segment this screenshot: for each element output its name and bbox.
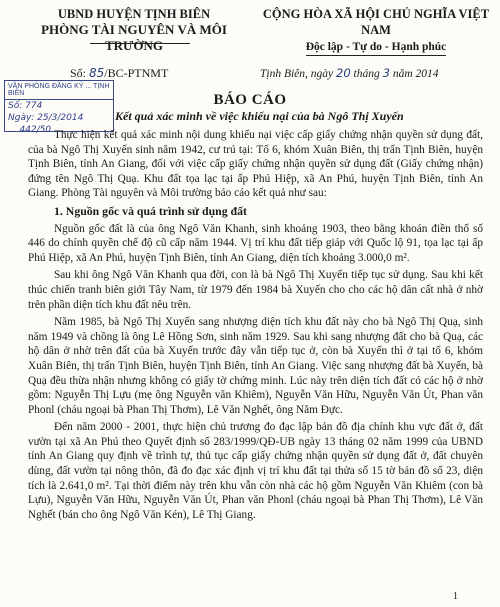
page-number: 1 <box>453 591 458 602</box>
date-prefix: Tịnh Biên, ngày <box>260 68 337 80</box>
document-number <box>70 66 168 81</box>
section-heading: 1. Nguồn gốc và quá trình sử dụng đất <box>54 203 247 218</box>
paragraph-transfer-1985: Năm 1985, bà Ngô Thị Xuyến sang nhượng diện tích khu đất này cho bà Ngô Thị Quạ, sinh năm 1949 và chồng là ông Lê Hồng Sơn, sinh năm 1929. Sau khi sang nhượng đất cho bà Quạ, các hộ dân ở nhờ trên đất của bà Xuyến trước đây vẫn tiếp tục ở, còn bà Xuyến thì ở tại tổ 6, khóm Xuân Biên, thị trấn Tịnh Biên, huyện Tịnh Biên, tỉnh An Giang. Việc sang nhượng đất bà Xuyến, bà Quạ đều thừa nhận nhưng không có giấy tờ chứng minh. Lúc này trên diện tích đất có các hộ ở nhờ gồm: Nguyễn Thị Lựu (mẹ ông Nguyễn văn Khiêm), Nguyễn Văn Hữu, Nguyễn Văn Út, Phan văn Phonl (cháu ngoại bà Phan Thị Thơm), Lê Văn Nghết, ông Năm Đực. <box>28 316 483 416</box>
stamp-number: Số: 774 <box>8 101 43 111</box>
date-suffix: năm 2014 <box>389 68 439 80</box>
report-body <box>28 128 483 525</box>
stamp-title: VĂN PHÒNG ĐĂNG KÝ ... TỊNH BIÊN <box>5 81 113 100</box>
date-line <box>260 66 439 80</box>
paragraph-inheritance: Sau khi ông Ngô Văn Khanh qua đời, con là bà Ngô Thị Xuyến tiếp tục sử dụng. Sau khi kết thúc chiến tranh biên giới Tây Nam, từ 1979 đến 1984 bà Xuyến cho cho các hộ dân cất nhà ở nhờ trên phần diện tích khu đất nêu trên. <box>28 269 483 311</box>
stamp-date: Ngày: 25/3/2014 <box>8 113 84 123</box>
paragraph-land-origin: Nguồn gốc đất là của ông Ngô Văn Khanh, sinh khoảng 1903, theo bằng khoán điền thổ số 446 do chính quyền chế độ cũ cấp năm 1944. Vị trí khu đất tiếp giáp với Quốc lộ 91, tọa lạc tại ấp Phú Hiệp, xã An Phú, huyện Tịnh Biên, tỉnh An Giang, diện tích khoảng 3.000,0 m². <box>28 222 483 264</box>
doc-number-handwritten: 85 <box>89 66 105 80</box>
agency-name: PHÒNG TÀI NGUYÊN VÀ MÔI TRƯỜNG <box>41 22 227 53</box>
doc-number-suffix: /BC-PTNMT <box>104 66 169 80</box>
national-motto-header <box>254 6 498 56</box>
stamp-transfer: ... 442/50 <box>8 125 52 135</box>
report-title: BÁO CÁO <box>213 92 287 108</box>
date-mid: tháng <box>350 68 383 80</box>
paragraph-survey-2000: Đến năm 2000 - 2001, thực hiện chủ trương đo đạc lập bản đồ địa chính khu vực đất ở, đất vườn tại xã An Phú theo Quyết định số 283/1999/QĐ-UB ngày 13 tháng 02 năm 1999 của UBND tỉnh An Giang quy định về trình tự, thủ tục cấp giấy chứng nhận quyền sử dụng đất ở, đất chuyên dùng, đất vườn tại nông thôn, đã đo đạc xác định vị trí khu đất tại thửa số 15 tờ bản đồ số 23, diện tích là 2.641,0 m². Tại thời điểm này trên khu vẫn còn nhà các hộ gồm Nguyễn Văn Khiêm (con bà Lựu), Nguyễn Văn Hữu, Nguyễn Văn Út, Phan văn Phonl (cháu ngoại bà Phan Thị Thơm), Lê Văn Nghết (bán cho ông Ngô Văn Kén), Lê Thị Giang. <box>28 421 483 521</box>
intro-paragraph: Thực hiện kết quả xác minh nội dung khiếu nại việc cấp giấy chứng nhận quyền sử dụng đất, của bà Ngô Thị Xuyến sinh năm 1942, cư trú tại: Tổ 6, khóm Xuân Biên, thị trấn Tịnh Biên, huyện Tịnh Biên, tỉnh An Giang, đối với việc cấp giấy chứng nhận quyền sử dụng đất (Giấy chứng nhận) đứng tên Ngô Thị Quạ. Khu đất tọa lạc tại ấp Phú Hiệp, xã An Phú, huyện Tịnh Biên, tỉnh An Giang. Phòng Tài nguyên và Môi trường báo cáo kết quả như sau: <box>28 129 483 200</box>
date-month: 3 <box>382 66 390 80</box>
motto: Độc lập - Tự do - Hạnh phúc <box>306 39 447 56</box>
header-divider <box>90 43 190 44</box>
issuing-agency-header <box>14 6 254 54</box>
doc-number-prefix: Số: <box>70 66 90 80</box>
nation-name: CỘNG HÒA XÃ HỘI CHỦ NGHĨA VIỆT NAM <box>262 7 490 37</box>
date-day: 20 <box>336 66 351 80</box>
agency-parent: UBND HUYỆN TỊNH BIÊN <box>57 7 211 21</box>
report-subtitle: Kết quả xác minh về việc khiếu nại của bà Ngô Thị Xuyến <box>115 109 404 123</box>
